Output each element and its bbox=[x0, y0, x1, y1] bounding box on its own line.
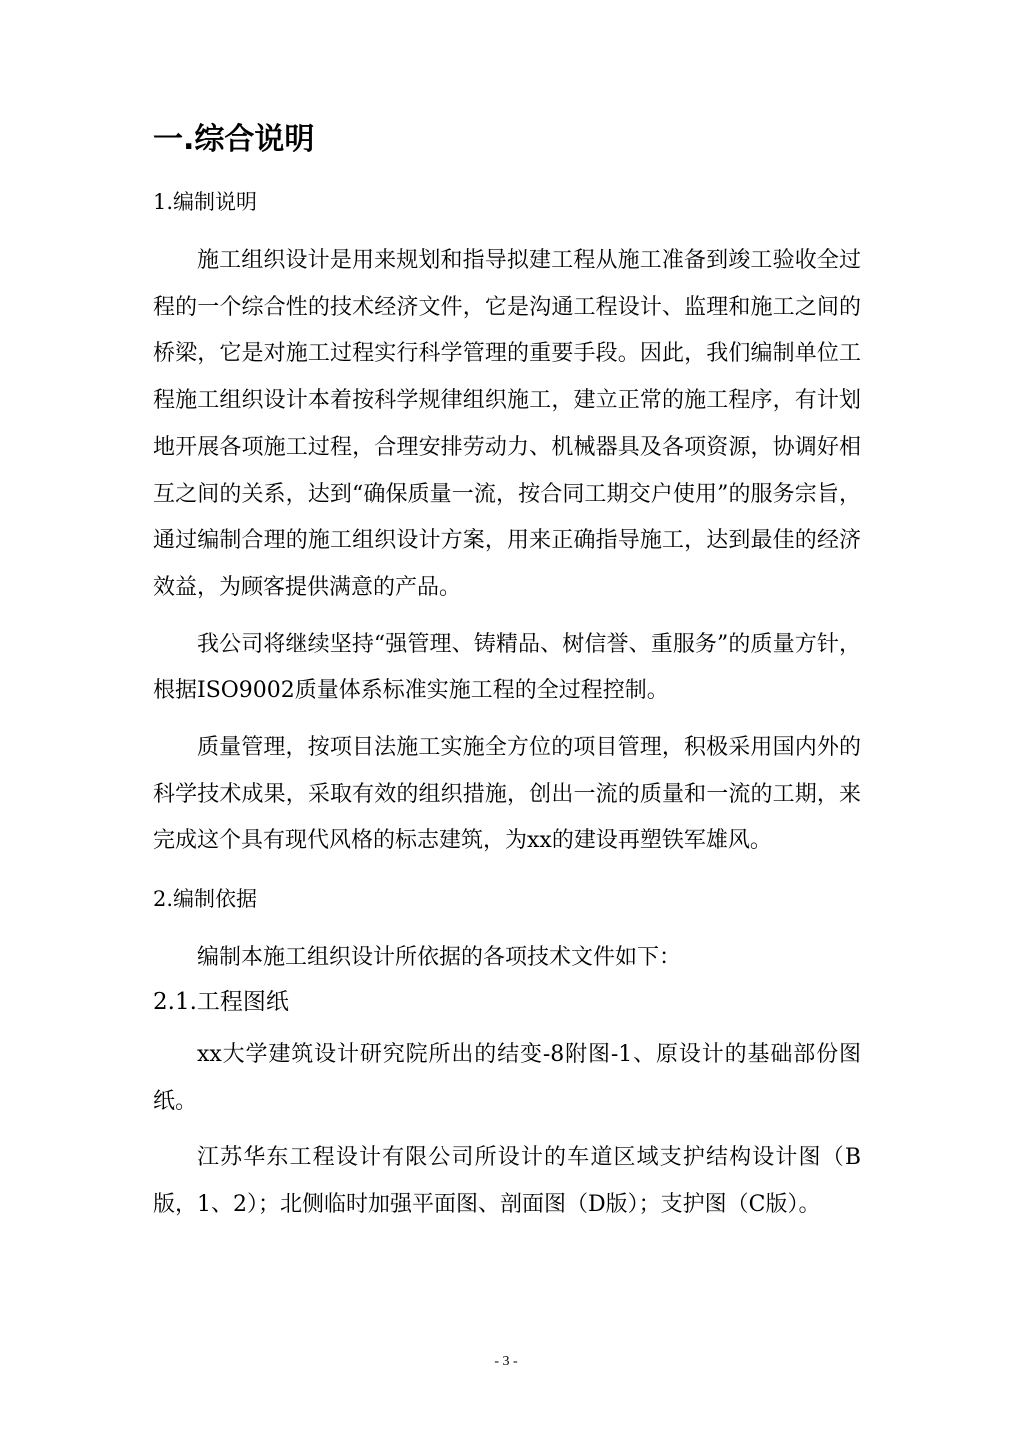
paragraph: 编制本施工组织设计所依据的各项技术文件如下： bbox=[197, 945, 682, 971]
paragraph: 江苏华东工程设计有限公司所设计的车道区域支护结构设计图（B版，1、2）；北侧临时加强平面图、剖面图（D版）；支护图（C版）。 bbox=[153, 1145, 861, 1217]
section-title-2: 2.编制依据 bbox=[153, 887, 258, 912]
page-number: - 3 - bbox=[494, 1354, 518, 1369]
document-page bbox=[153, 118, 861, 1229]
section-title-1: 1.编制说明 bbox=[153, 190, 258, 214]
paragraph: 我公司将继续坚持“强管理、铸精品、树信誉、重服务”的质量方针，根据ISO9002质量体系标准实施工程的全过程控制。 bbox=[153, 631, 861, 704]
paragraph: xx大学建筑设计研究院所出的结变-8附图-1、原设计的基础部份图纸。 bbox=[153, 1041, 861, 1114]
paragraph: 质量管理，按项目法施工实施全方位的项目管理，积极采用国内外的科学技术成果，采取有效的组织措施，创出一流的质量和一流的工期，来完成这个具有现代风格的标志建筑，为xx的建设再塑铁军雄风。 bbox=[153, 735, 861, 854]
subsection-title: 2.1.工程图纸 bbox=[153, 988, 289, 1015]
chapter-heading: 一.综合说明 bbox=[153, 122, 315, 157]
paragraph: 施工组织设计是用来规划和指导拟建工程从施工准备到竣工验收全过程的一个综合性的技术经济文件，它是沟通工程设计、监理和施工之间的桥梁，它是对施工过程实行科学管理的重要手段。因此，我们编制单位工程施工组织设计本着按科学规律组织施工，建立正常的施工程序，有计划地开展各项施工过程，合理安排劳动力、机械器具及各项资源，协调好相互之间的关系，达到“确保质量一流，按合同工期交户使用”的服务宗旨，通过编制合理的施工组织设计方案，用来正确指导施工，达到最佳的经济效益，为顾客提供满意的产品。 bbox=[153, 248, 861, 600]
